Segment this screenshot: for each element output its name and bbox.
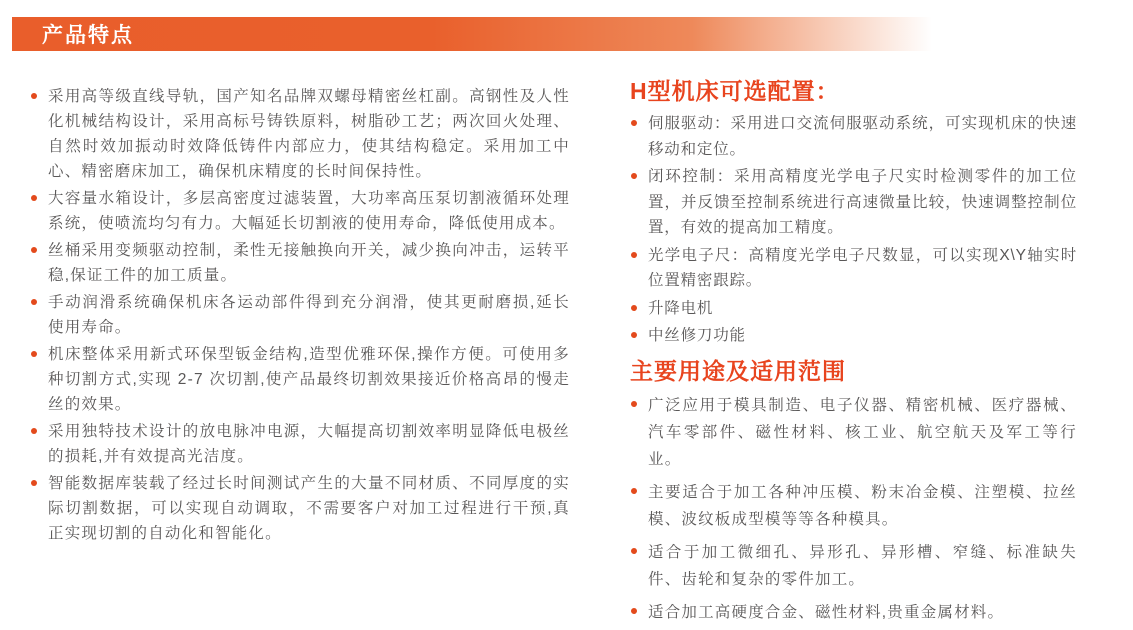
bullet-icon xyxy=(31,351,37,357)
list-item xyxy=(630,296,1077,322)
bullet-icon xyxy=(31,195,37,201)
section-header-bar xyxy=(12,17,1012,51)
config-text: 升降电机 xyxy=(648,299,714,317)
feature-list xyxy=(30,84,570,546)
list-item xyxy=(30,84,570,184)
bullet-icon xyxy=(31,93,37,99)
config-text: 中丝修刀功能 xyxy=(648,327,746,344)
right-column xyxy=(630,76,1077,630)
applications-heading: 主要用途及适用范围 xyxy=(630,357,846,384)
feature-text: 智能数据库装载了经过长时间测试产生的大量不同材质、不同厚度的实际切割数据，可以实现自动调取，不需要客户对加工过程进行干预,真正实现切割的自动化和智能化。 xyxy=(48,475,570,542)
list-item xyxy=(30,186,570,236)
bullet-icon xyxy=(631,488,637,494)
config-text: 伺服驱动：采用进口交流伺服驱动系统，可实现机床的快速移动和定位。 xyxy=(648,115,1077,158)
list-item xyxy=(30,342,570,417)
list-item xyxy=(630,479,1077,533)
config-text: 闭环控制：采用高精度光学电子尺实时检测零件的加工位置，并反馈至控制系统进行高速微量比较，快速调整控制位置，有效的提高加工精度。 xyxy=(648,168,1077,236)
list-item xyxy=(30,419,570,469)
list-item xyxy=(30,471,570,546)
config-text: 光学电子尺：高精度光学电子尺数显，可以实现X\Y轴实时位置精密跟踪。 xyxy=(648,246,1077,289)
features-section xyxy=(30,84,570,548)
optional-config-heading: H型机床可选配置： xyxy=(630,78,840,104)
list-item xyxy=(630,323,1077,349)
bullet-icon xyxy=(631,305,637,311)
list-item xyxy=(630,243,1077,294)
feature-text: 机床整体采用新式环保型钣金结构,造型优雅环保,操作方便。可使用多种切割方式,实现 2-7 次切割,使产品最终切割效果接近价格高昂的慢走丝的效果。 xyxy=(48,346,570,413)
bullet-icon xyxy=(631,120,637,126)
bullet-icon xyxy=(631,173,637,179)
list-item xyxy=(630,111,1077,162)
list-item xyxy=(630,392,1077,473)
feature-text: 手动润滑系统确保机床各运动部件得到充分润滑，使其更耐磨损,延长使用寿命。 xyxy=(48,294,570,336)
bullet-icon xyxy=(631,608,637,614)
application-text: 适合于加工微细孔、异形孔、异形槽、窄缝、标准缺失件、齿轮和复杂的零件加工。 xyxy=(648,543,1077,588)
feature-text: 大容量水箱设计，多层高密度过滤装置，大功率高压泵切割液循环处理系统，使喷流均匀有力。大幅延长切割液的使用寿命，降低使用成本。 xyxy=(48,190,570,232)
bullet-icon xyxy=(31,299,37,305)
bullet-icon xyxy=(631,332,637,338)
bullet-icon xyxy=(631,401,637,407)
bullet-icon xyxy=(31,247,37,253)
bullet-icon xyxy=(31,480,37,486)
list-item xyxy=(30,290,570,340)
feature-text: 采用独特技术设计的放电脉冲电源，大幅提高切割效率明显降低电极丝的损耗,并有效提高光洁度。 xyxy=(48,423,570,465)
list-item xyxy=(630,539,1077,593)
application-text: 适合加工高硬度合金、磁性材料,贵重金属材料。 xyxy=(648,603,1005,621)
feature-text: 采用高等级直线导轨，国产知名品牌双螺母精密丝杠副。高钢性及人性化机械结构设计，采用高标号铸铁原料，树脂砂工艺；两次回火处理、自然时效加振动时效降低铸件内部应力，使其结构稳定。采用加工中心、精密磨床加工，确保机床精度的长时间保持性。 xyxy=(48,88,570,180)
application-text: 主要适合于加工各种冲压模、粉末冶金模、注塑模、拉丝模、波纹板成型模等等各种模具。 xyxy=(648,483,1077,528)
application-text: 广泛应用于模具制造、电子仪器、精密机械、医疗器械、汽车零部件、磁性材料、核工业、航空航天及军工等行业。 xyxy=(648,396,1077,468)
optional-config-list xyxy=(630,111,1077,349)
bullet-icon xyxy=(31,428,37,434)
bullet-icon xyxy=(631,252,637,258)
list-item xyxy=(630,599,1077,626)
list-item xyxy=(30,238,570,288)
bullet-icon xyxy=(631,548,637,554)
applications-list xyxy=(630,392,1077,626)
feature-text: 丝桶采用变频驱动控制，柔性无接触换向开关，减少换向冲击，运转平稳,保证工件的加工质量。 xyxy=(48,242,570,284)
list-item xyxy=(630,164,1077,241)
page-title: 产品特点 xyxy=(42,24,134,47)
